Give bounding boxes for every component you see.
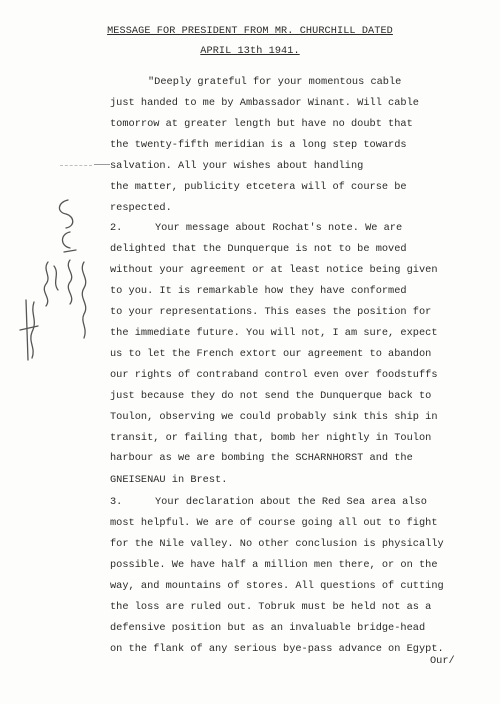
- body-line: on the flank of any serious bye-pass advance on Egypt.: [110, 643, 444, 655]
- body-line: harbour as we are bombing the SCHARNHORST and the: [110, 452, 413, 464]
- body-line: salvation. All your wishes about handling: [110, 160, 364, 172]
- body-line: our rights of contraband control even over foodstuffs: [110, 369, 438, 381]
- body-line: to you. It is remarkable how they have conformed: [110, 285, 407, 297]
- margin-rule: [60, 165, 92, 166]
- body-line: Toulon, observing we could probably sink this ship in: [110, 411, 438, 423]
- body-line: respected.: [110, 202, 172, 214]
- paragraph-number: 2.: [110, 222, 123, 234]
- body-line: the loss are ruled out. Tobruk must be held not as a: [110, 601, 432, 613]
- continuation-mark: Our/: [430, 655, 455, 667]
- body-line: the twenty-fifth meridian is a long step towards: [110, 139, 407, 151]
- body-line: for the Nile valley. No other conclusion is physically: [110, 538, 444, 550]
- body-line: the immediate future. You will not, I am sure, expect: [110, 327, 438, 339]
- body-line: way, and mountains of stores. All questions of cutting: [110, 580, 444, 592]
- document-heading-line2: APRIL 13th 1941.: [200, 46, 300, 57]
- body-line: the matter, publicity etcetera will of course be: [110, 181, 407, 193]
- body-line: delighted that the Dunquerque is not to be moved: [110, 243, 407, 255]
- paragraph-number: 3.: [110, 496, 123, 508]
- body-line: defensive position but as an invaluable bridge-head: [110, 622, 426, 634]
- body-line: Your message about Rochat's note. We are: [155, 222, 403, 234]
- body-line: us to let the French extort our agreement to abandon: [110, 348, 432, 360]
- body-line: "Deeply grateful for your momentous cable: [148, 76, 402, 88]
- body-line: most helpful. We are of course going all out to fight: [110, 517, 438, 529]
- body-line: just handed to me by Ambassador Winant. Will cable: [110, 97, 419, 109]
- body-line: Your declaration about the Red Sea area also: [155, 496, 427, 508]
- body-line: GNEISENAU in Brest.: [110, 474, 228, 486]
- body-line: without your agreement or at least notice being given: [110, 264, 438, 276]
- margin-rule-short: [94, 164, 110, 165]
- body-line: possible. We have half a million men there, or on the: [110, 559, 438, 571]
- document-heading-line1: MESSAGE FOR PRESIDENT FROM MR. CHURCHILL DATED: [107, 26, 393, 37]
- body-line: transit, or failing that, bomb her nightly in Toulon: [110, 432, 432, 444]
- handwritten-margin-notes: [8, 190, 103, 370]
- body-line: just because they do not send the Dunquerque back to: [110, 390, 432, 402]
- body-line: tomorrow at greater length but have no doubt that: [110, 118, 413, 130]
- body-line: to your representations. This eases the position for: [110, 306, 432, 318]
